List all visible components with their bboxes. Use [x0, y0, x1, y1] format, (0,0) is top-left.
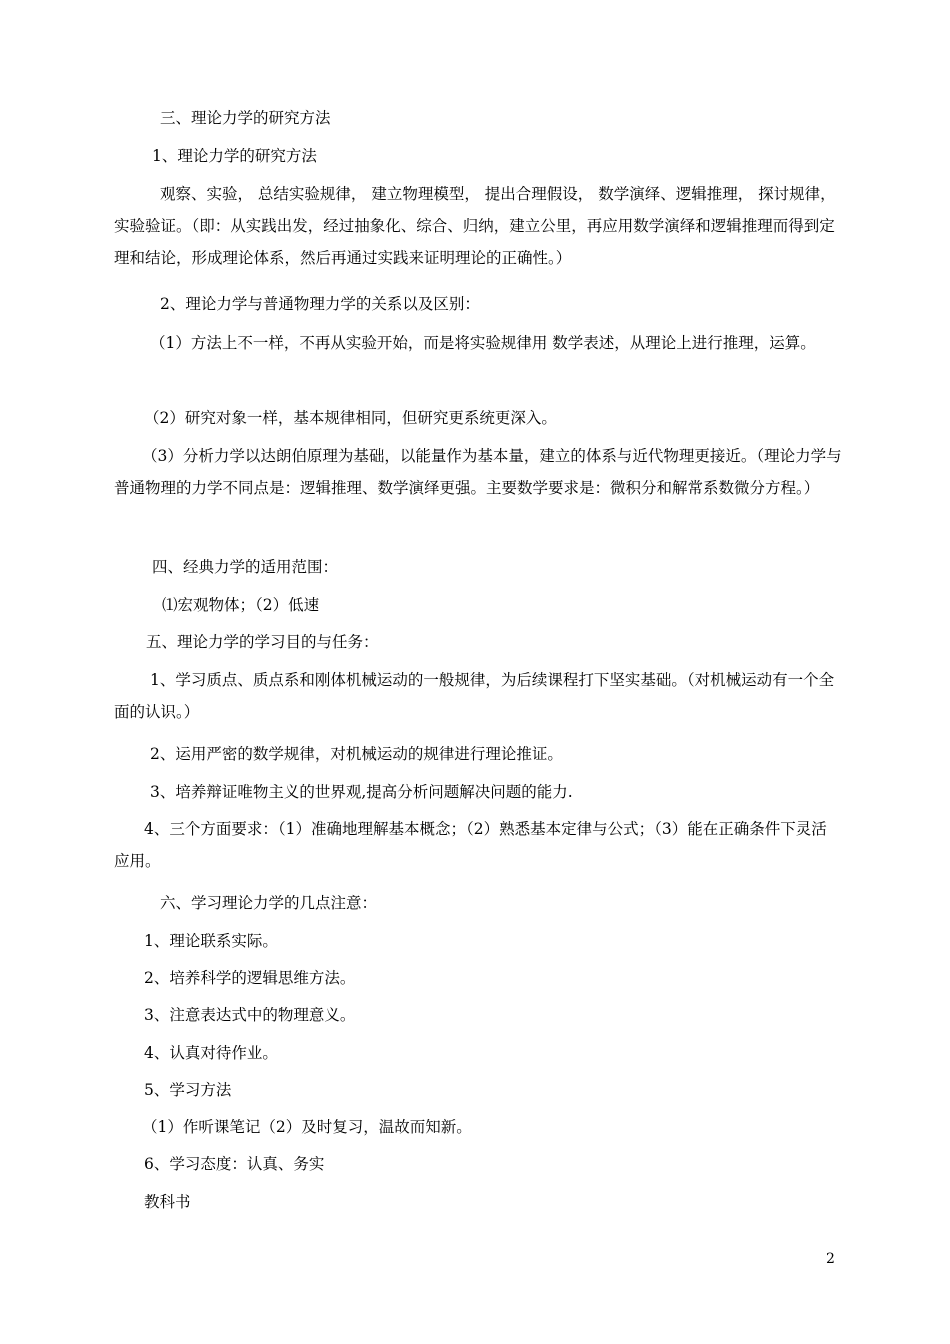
page-number: 2: [826, 1251, 835, 1267]
paragraph-goal-4: 4、三个方面要求：（1）准确地理解基本概念；（2）熟悉基本定律与公式；（3）能在正确条件下灵活应用。: [114, 820, 827, 870]
textbook-label: 教科书: [144, 1193, 191, 1211]
paragraph-difference-3: （3）分析力学以达朗伯原理为基础，以能量作为基本量，建立的体系与近代物理更接近。（理论力学与普通物理的力学不同点是：逻辑推理、数学演绎更强。主要数学要求是：微积分和解常系数微分方程。）: [114, 447, 842, 497]
note-item-1: 1、理论联系实际。: [144, 932, 278, 950]
paragraph-scope: ⑴宏观物体；（2）低速: [162, 596, 320, 614]
section-heading-4: 四、经典力学的适用范围：: [152, 558, 339, 576]
note-item-6: 6、学习态度：认真、务实: [144, 1155, 325, 1173]
section-heading-6: 六、学习理论力学的几点注意：: [160, 894, 378, 912]
paragraph-goal-2: 2、运用严密的数学规律，对机械运动的规律进行理论推证。: [150, 745, 563, 763]
section-heading-3: 三、理论力学的研究方法: [160, 109, 331, 127]
paragraph-goal-1: 1、学习质点、质点系和刚体机械运动的一般规律，为后续课程打下坚实基础。（对机械运动有一个全面的认识。）: [114, 671, 835, 721]
note-item-4: 4、认真对待作业。: [144, 1044, 278, 1062]
paragraph-goal-3: 3、培养辩证唯物主义的世界观,提高分析问题解决问题的能力.: [150, 783, 573, 801]
note-item-2: 2、培养科学的逻辑思维方法。: [144, 969, 356, 987]
section-heading-5: 五、理论力学的学习目的与任务：: [146, 633, 379, 651]
subheading-research-method: 1、理论力学的研究方法: [152, 147, 317, 165]
paragraph-difference-2: （2）研究对象一样，基本规律相同，但研究更系统更深入。: [144, 409, 557, 427]
note-item-5: 5、学习方法: [144, 1081, 232, 1099]
paragraph-difference-1: （1）方法上不一样，不再从实验开始，而是将实验规律用 数学表述，从理论上进行推理，运算。: [150, 334, 816, 352]
note-item-3: 3、注意表达式中的物理意义。: [144, 1006, 356, 1024]
note-item-5-detail: （1）作听课笔记（2）及时复习，温故而知新。: [142, 1118, 472, 1136]
paragraph-research-method: 观察、实验， 总结实验规律， 建立物理模型， 提出合理假设， 数学演绎、逻辑推理， 探讨规律， 实验验证。（即：从实践出发，经过抽象化、综合、归纳，建立公里，再应用数学演绎和逻辑推理而得到定理和结论，形成理论体系，然后再通过实践来证明理论的正确性。）: [114, 185, 836, 267]
subheading-relation: 2、理论力学与普通物理力学的关系以及区别：: [160, 295, 480, 313]
